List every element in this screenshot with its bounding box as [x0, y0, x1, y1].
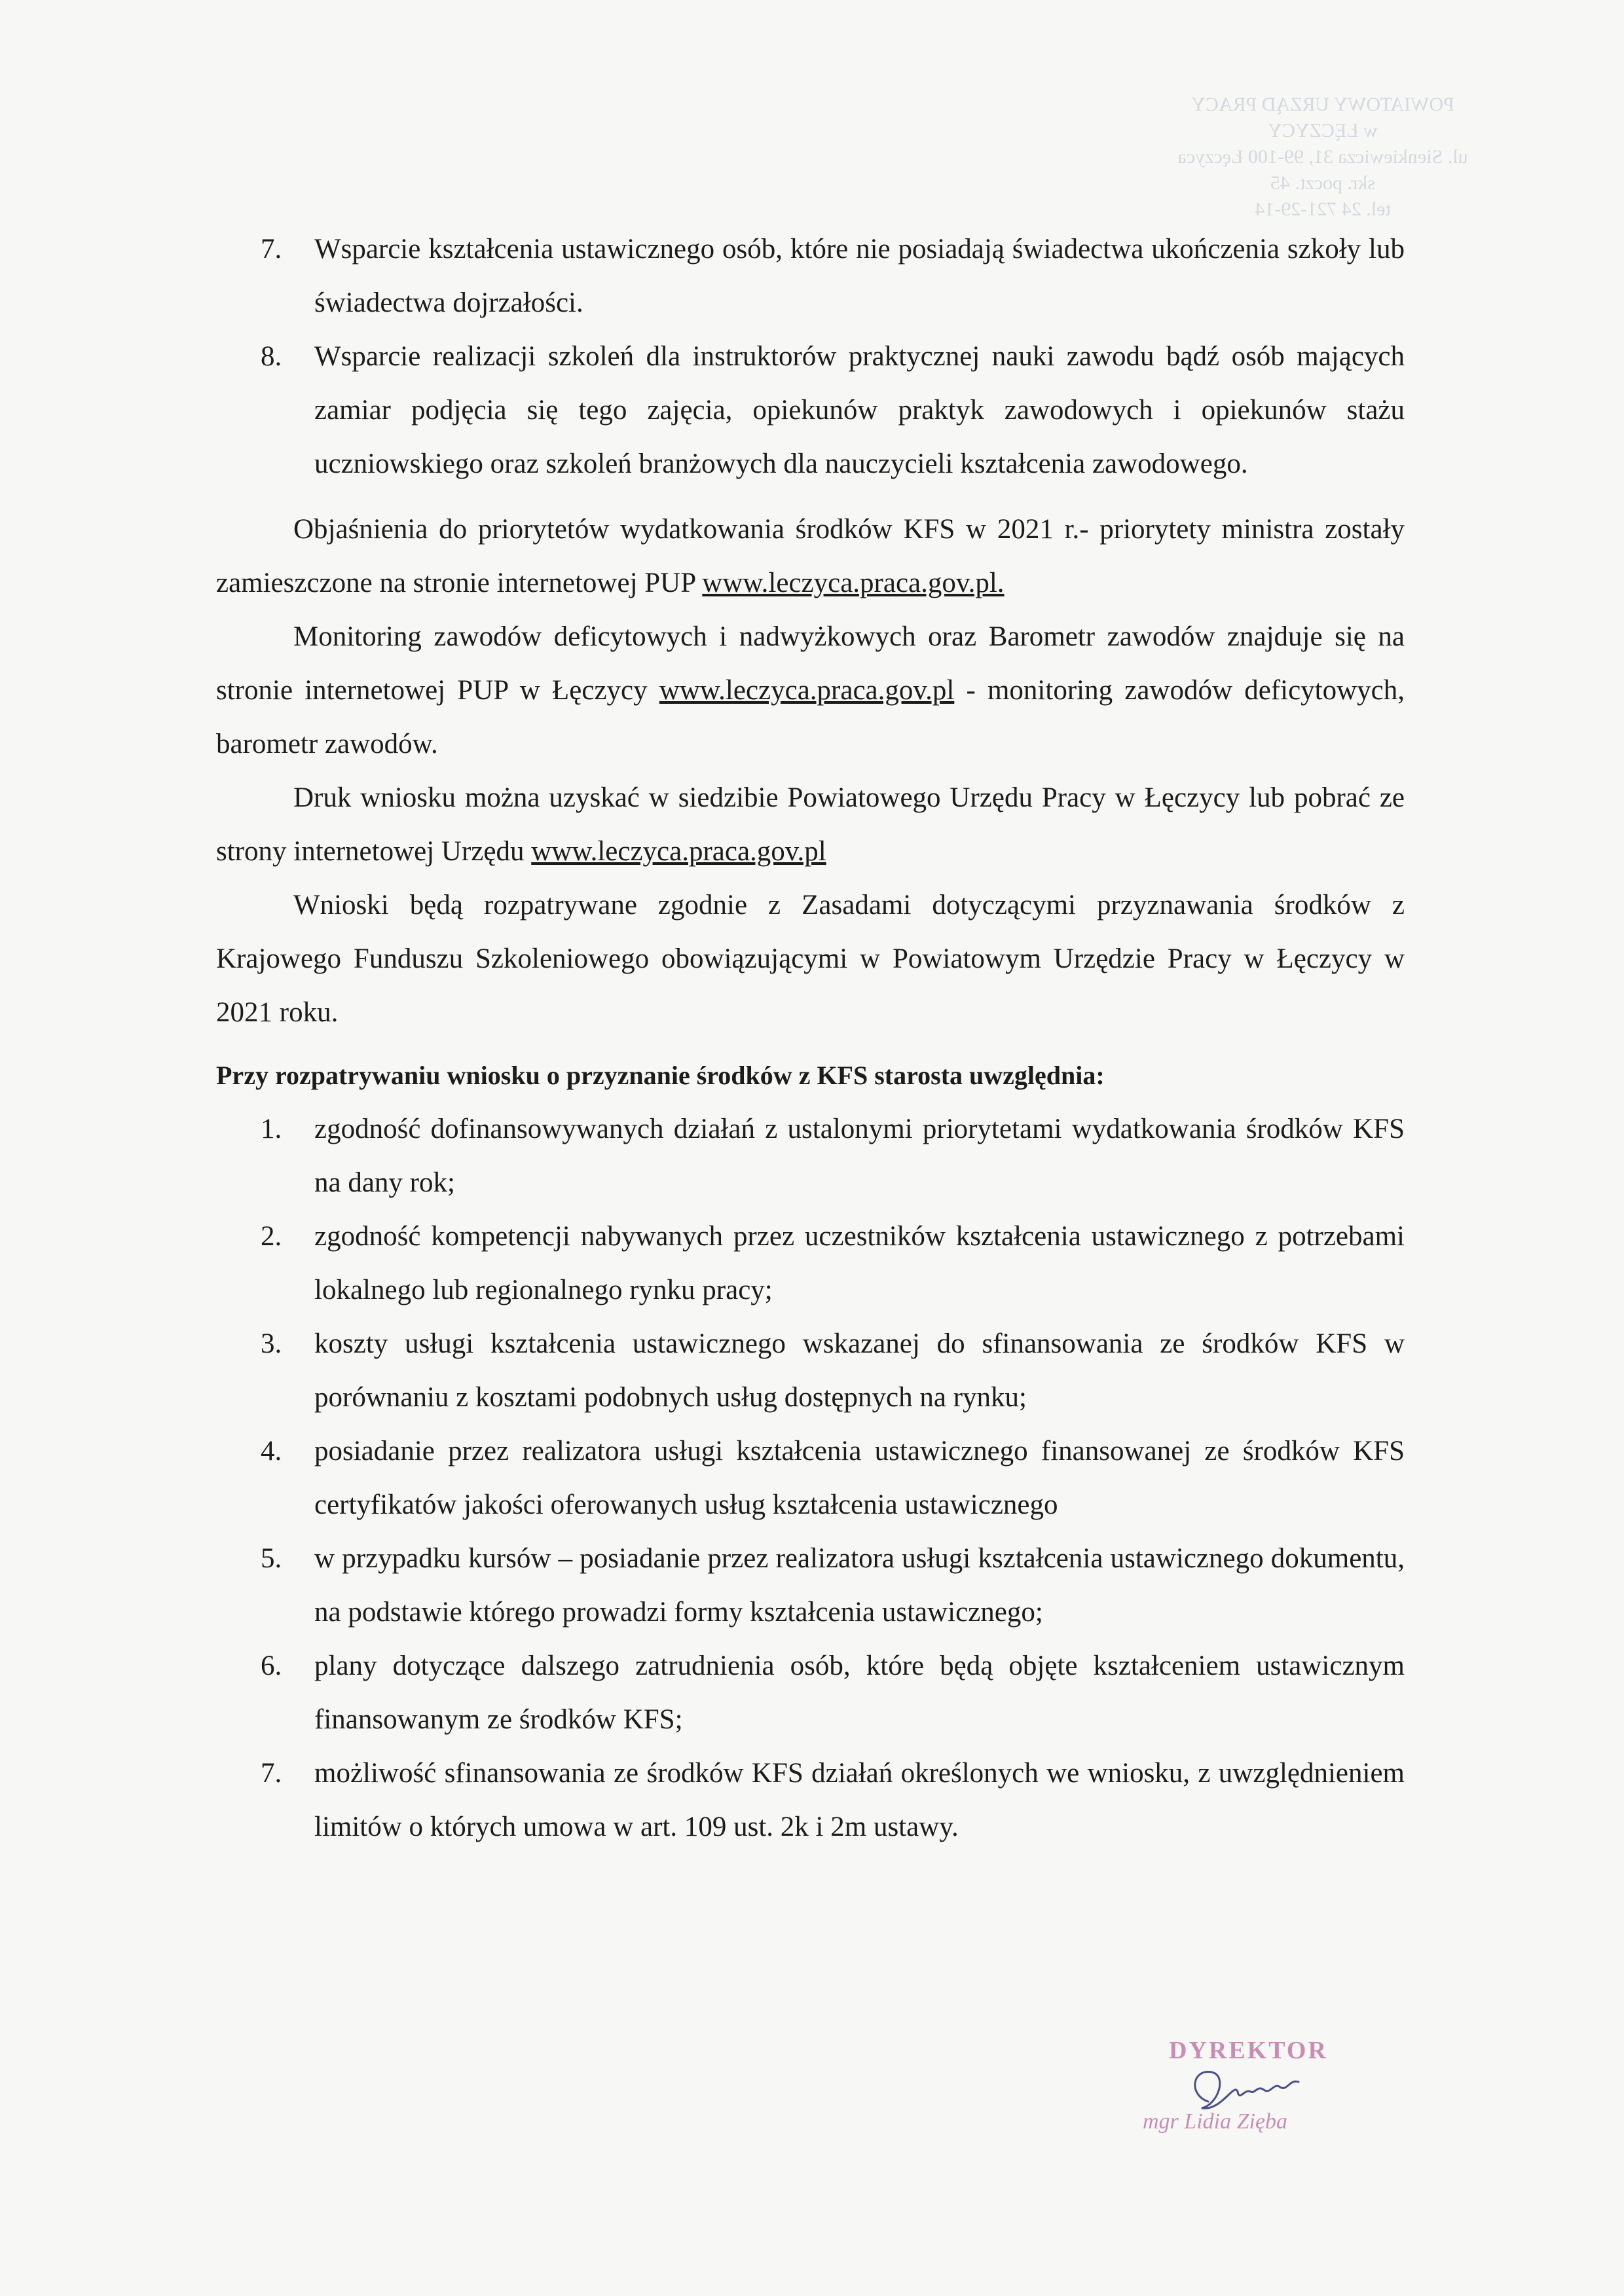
criteria-list [216, 1102, 1405, 1854]
bleed-line-2: w ŁĘCZYCY [1268, 120, 1378, 141]
list-item-number: 7. [261, 234, 282, 264]
list-item-text: posiadanie przez realizatora usługi kształcenia ustawicznego finansowanej ze środków KFS certyfikatów jakości oferowanych usług kształcenia ustawicznego [314, 1436, 1405, 1520]
paragraph-application-form [216, 771, 1405, 879]
list-item-number: 1. [261, 1114, 282, 1144]
list-item-text: koszty usługi kształcenia ustawicznego wskazanej do sfinansowania ze środków KFS w porównaniu z kosztami podobnych usług dostępnych na rynku; [314, 1328, 1405, 1413]
list-item-number: 3. [261, 1328, 282, 1359]
list-item-text: plany dotyczące dalszego zatrudnienia osób, które będą objęte kształceniem ustawicznym finansowanym ze środków KFS; [314, 1650, 1405, 1735]
website-link[interactable]: www.leczyca.praca.gov.pl [531, 836, 826, 867]
list-item-text: Wsparcie kształcenia ustawicznego osób, które nie posiadają świadectwa ukończenia szkoły lub świadectwa dojrzałości. [314, 234, 1405, 318]
list-item [216, 1425, 1405, 1532]
list-item-text: możliwość sfinansowania ze środków KFS działań określonych we wniosku, z uwzględnieniem limitów o których umowa w art. 109 ust. 2k i 2m ustawy. [314, 1758, 1405, 1842]
director-stamp [1143, 2036, 1352, 2174]
bleed-line-4: skr. poczt. 45 [1270, 172, 1375, 194]
list-item [216, 1747, 1405, 1854]
list-item [216, 1102, 1405, 1210]
list-item [216, 1317, 1405, 1425]
list-item-number: 6. [261, 1650, 282, 1681]
bleed-line-5: tel. 24 721-29-14 [1255, 198, 1391, 220]
stamp-name: mgr Lidia Zięba [1143, 2109, 1288, 2134]
paragraph-text: Objaśnienia do priorytetów wydatkowania środków KFS w 2021 r.- priorytety ministra zostały zamieszczone na stronie internetowej PUP [216, 514, 1405, 598]
list-item [216, 1639, 1405, 1747]
paragraph-priorities-explanation [216, 503, 1405, 610]
stamp-title: DYREKTOR [1169, 2037, 1328, 2064]
bleed-line-3: ul. Sienkiewicza 31, 99-100 Łęczyca [1177, 146, 1468, 168]
paragraph-rules [216, 879, 1405, 1040]
paragraph-text: Druk wniosku można uzyskać w siedzibie Powiatowego Urzędu Pracy w Łęczycy lub pobrać ze strony internetowej Urzędu [216, 782, 1405, 867]
criteria-heading: Przy rozpatrywaniu wniosku o przyznanie środków z KFS starosta uwzględnia: [216, 1061, 1105, 1090]
list-item [216, 223, 1405, 330]
document-body [216, 223, 1405, 1854]
website-link[interactable]: www.leczyca.praca.gov.pl. [702, 568, 1005, 598]
bleed-line-1: POWIATOWY URZĄD PRACY [1191, 94, 1454, 115]
priority-list-continued [216, 223, 1405, 491]
paragraph-text: Wnioski będą rozpatrywane zgodnie z Zasadami dotyczącymi przyznawania środków z Krajowego Funduszu Szkoleniowego obowiązującymi w Powiatowym Urzędzie Pracy w Łęczycy w 2021 roku. [216, 890, 1405, 1028]
list-item-text: zgodność kompetencji nabywanych przez uczestników kształcenia ustawicznego z potrzebami lokalnego lub regionalnego rynku pracy; [314, 1221, 1405, 1305]
reverse-side-show-through [1087, 92, 1559, 223]
list-item-text: zgodność dofinansowywanych działań z ustalonymi priorytetami wydatkowania środków KFS na dany rok; [314, 1114, 1405, 1198]
list-item-number: 2. [261, 1221, 282, 1252]
list-item-number: 8. [261, 341, 282, 372]
paragraph-text: Monitoring zawodów deficytowych i nadwyżkowych oraz Barometr zawodów znajduje się na stronie internetowej PUP w Łęczycy [216, 621, 1405, 706]
paragraph-text-after: - monitoring zawodów deficytowych, barometr zawodów. [216, 675, 1405, 759]
paragraph-monitoring [216, 610, 1405, 771]
list-item-number: 5. [261, 1543, 282, 1574]
list-item [216, 1210, 1405, 1317]
list-item [216, 1532, 1405, 1639]
list-item [216, 330, 1405, 491]
list-item-number: 4. [261, 1436, 282, 1467]
list-item-text: Wsparcie realizacji szkoleń dla instruktorów praktycznej nauki zawodu bądź osób mających zamiar podjęcia się tego zajęcia, opiekunów praktyk zawodowych i opiekunów stażu uczniowskiego oraz szkoleń branżowych dla nauczycieli kształcenia zawodowego. [314, 341, 1405, 479]
list-item-number: 7. [261, 1758, 282, 1789]
list-item-text: w przypadku kursów – posiadanie przez realizatora usługi kształcenia ustawicznego dokumentu, na podstawie którego prowadzi formy kształcenia ustawicznego; [314, 1543, 1405, 1628]
website-link[interactable]: www.leczyca.praca.gov.pl [659, 675, 955, 706]
